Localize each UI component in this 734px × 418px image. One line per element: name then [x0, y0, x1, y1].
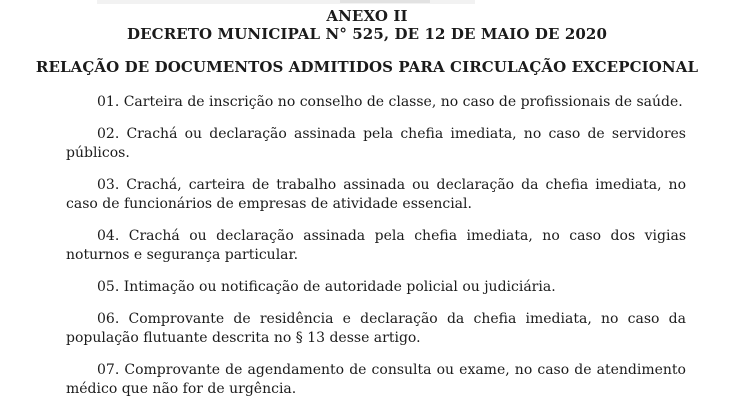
document-paragraph-05: 05. Intimação ou notificação de autoridade policial ou judiciária.	[97, 279, 556, 295]
document-paragraph-03: 03. Crachá, carteira de trabalho assinada ou declaração da chefia imediata, no caso de funcionários de empresas de atividade essencial.	[66, 177, 686, 212]
decree-title: DECRETO MUNICIPAL N° 525, DE 12 DE MAIO DE 2020	[127, 25, 607, 43]
document-paragraph-06: 06. Comprovante de residência e declaração da chefia imediata, no caso da população flutuante descrita no § 13 desse artigo.	[66, 311, 686, 346]
document-body	[0, 93, 734, 399]
document-paragraph-01: 01. Carteira de inscrição no conselho de classe, no caso de profissionais de saúde.	[97, 94, 683, 110]
cropped-text-remnant-smudge	[340, 0, 430, 3]
annex-title: ANEXO II	[326, 7, 408, 25]
document-paragraph-04: 04. Crachá ou declaração assinada pela chefia imediata, no caso dos vigias noturnos e segurança particular.	[66, 228, 686, 263]
document-paragraph-02: 02. Crachá ou declaração assinada pela chefia imediata, no caso de servidores públicos.	[66, 126, 686, 161]
section-title: RELAÇÃO DE DOCUMENTOS ADMITIDOS PARA CIRCULAÇÃO EXCEPCIONAL	[35, 58, 699, 76]
document-paragraph-07: 07. Comprovante de agendamento de consulta ou exame, no caso de atendimento médico que não for de urgência.	[66, 362, 686, 397]
document-header	[0, 0, 734, 76]
